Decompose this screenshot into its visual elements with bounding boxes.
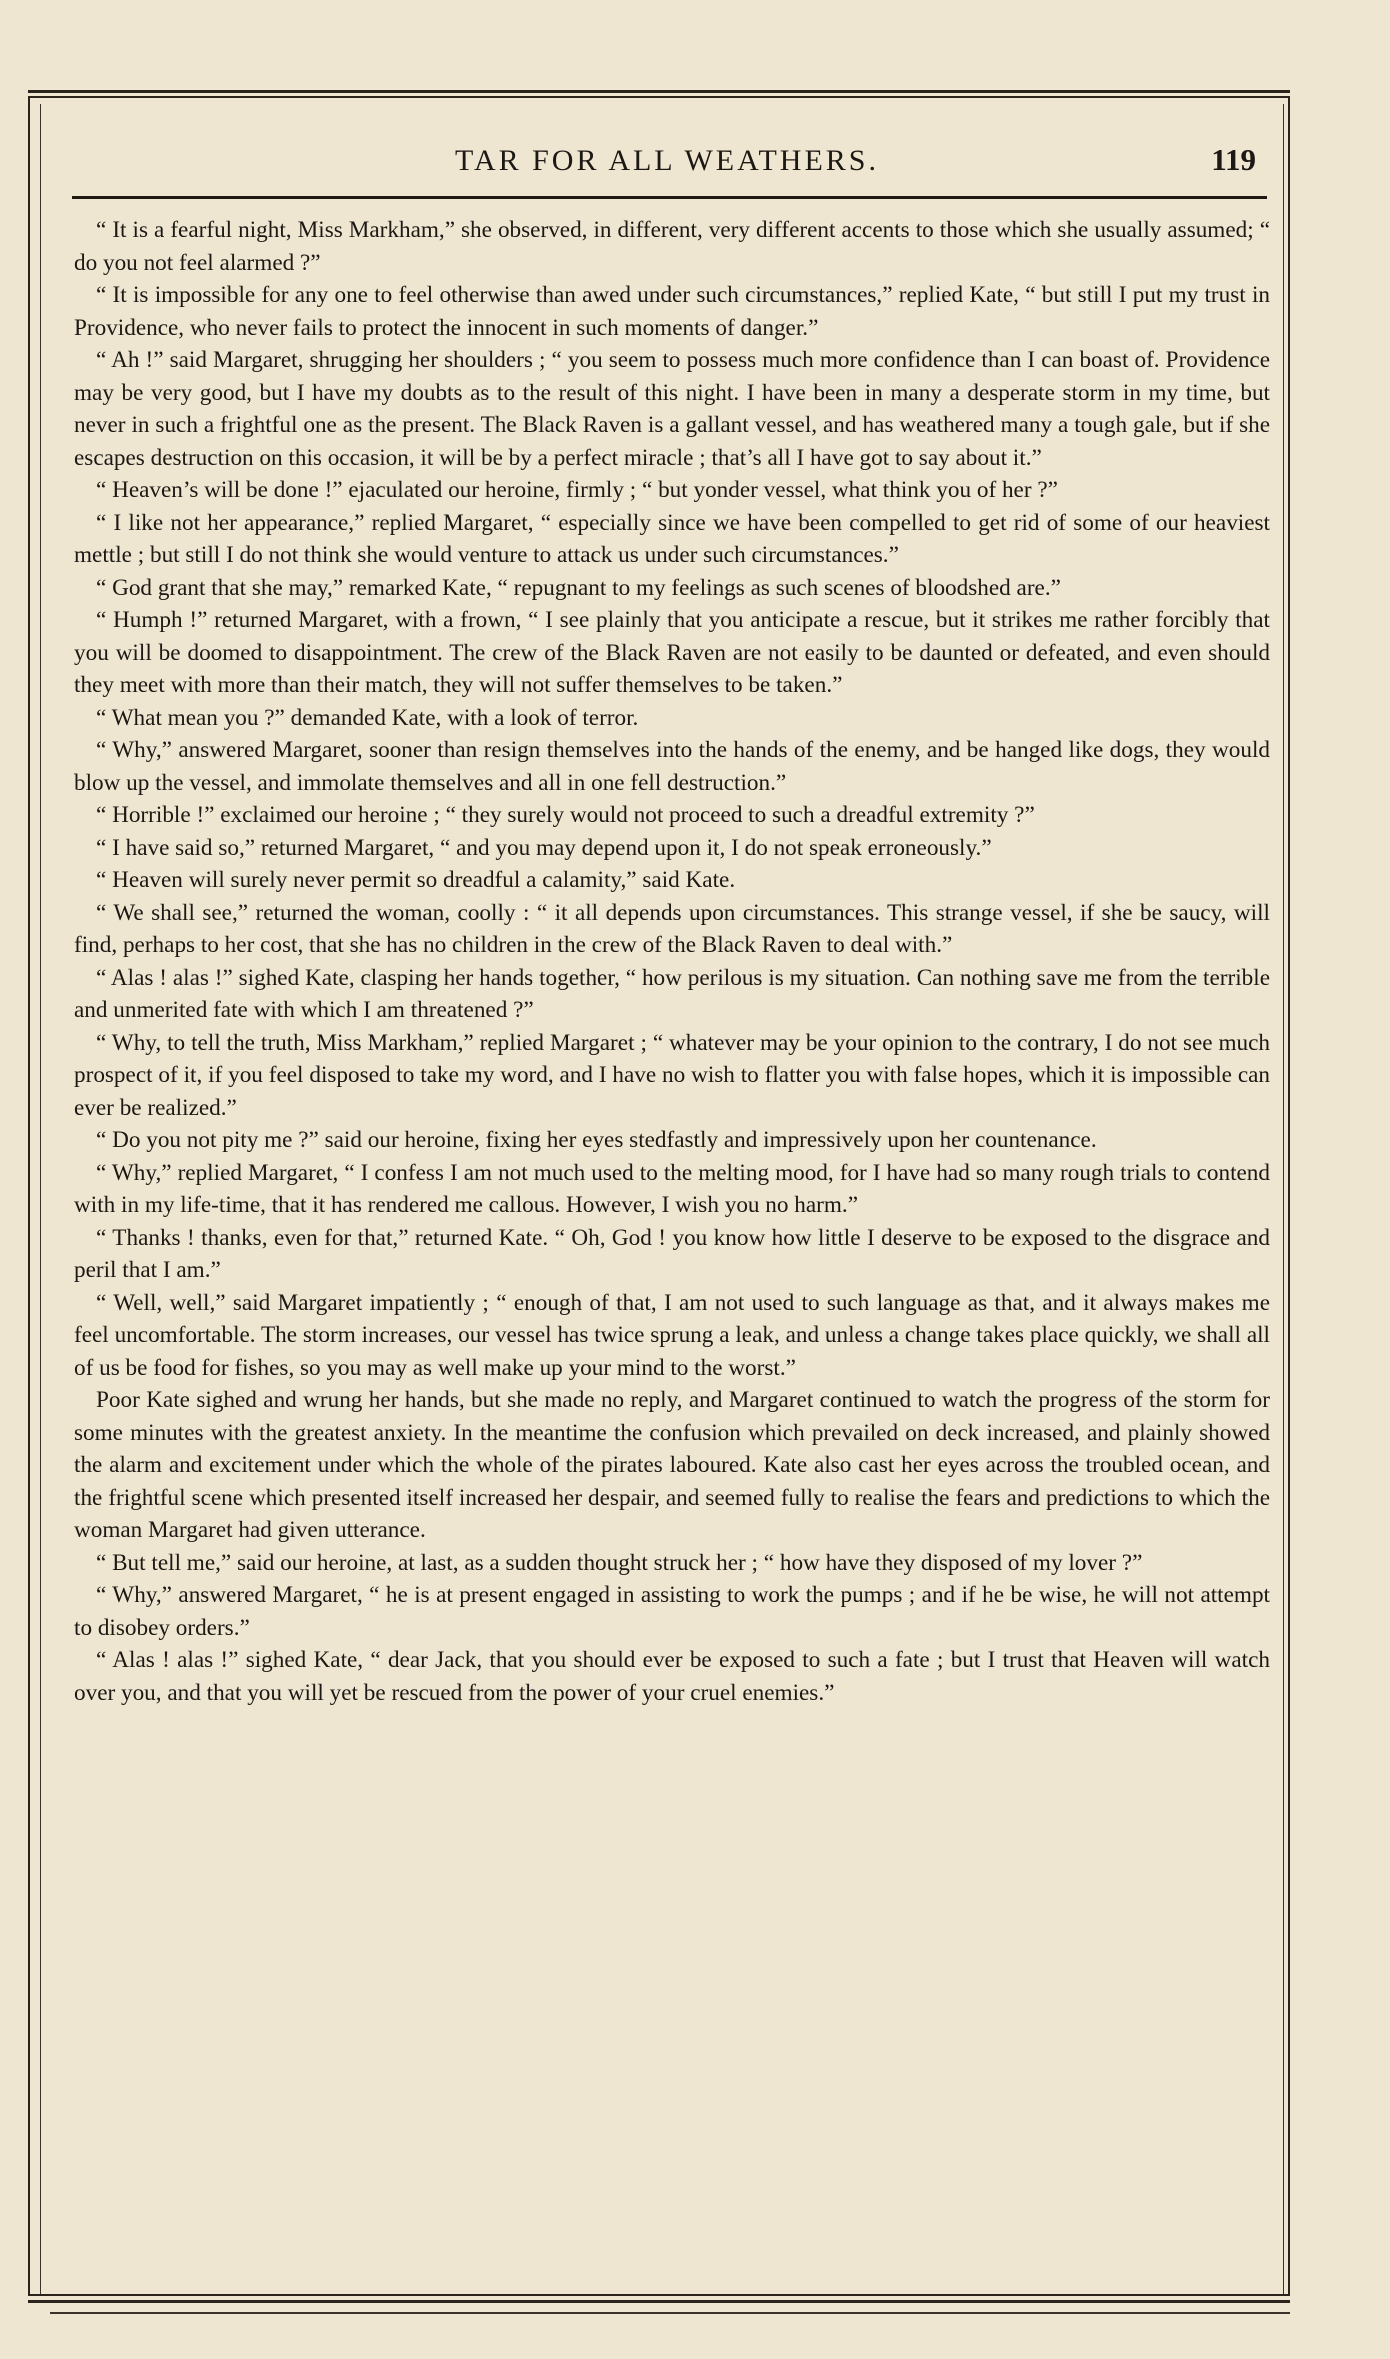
page-number: 119	[1211, 142, 1256, 177]
running-title: TAR FOR ALL WEATHERS.	[455, 144, 879, 177]
paragraph: “ Why,” answered Margaret, sooner than resign themselves into the hands of the enemy, and be hanged like dogs, they would blow up the vessel, and immolate themselves and all in one fell destruction.”	[74, 737, 1270, 796]
paragraph: Poor Kate sighed and wrung her hands, but she made no reply, and Margaret continued to watch the progress of the storm for some minutes with the greatest anxiety. In the meantime the confusion which prevailed on deck increased, and plainly showed the alarm and excitement under which the whole of the pirates laboured. Kate also cast her eyes across the troubled ocean, and the frightful scene which presented itself increased her despair, and seemed fully to realise the fears and predictions to which the woman Margaret had given utterance.	[74, 1387, 1270, 1543]
paragraph: “ But tell me,” said our heroine, at last, as a sudden thought struck her ; “ how have they disposed of my lover ?”	[96, 1549, 1143, 1576]
bottom-border-rule-inner	[50, 2312, 1290, 2314]
paragraph: “ Alas ! alas !” sighed Kate, “ dear Jack, that you should ever be exposed to such a fate ; but I trust that Heaven will watch over you, and that you will yet be rescued from the power of your cruel enemies.”	[74, 1647, 1270, 1706]
paragraph: “ I have said so,” returned Margaret, “ and you may depend upon it, I do not speak erroneously.”	[96, 834, 992, 861]
paragraph: “ Thanks ! thanks, even for that,” returned Kate. “ Oh, God ! you know how little I deserve to be exposed to the disgrace and peril that I am.”	[74, 1224, 1270, 1283]
body-text	[74, 214, 1270, 1709]
paragraph: “ What mean you ?” demanded Kate, with a look of terror.	[96, 704, 639, 731]
top-border-rule	[28, 90, 1290, 93]
paragraph: “ Why,” replied Margaret, “ I confess I am not much used to the melting mood, for I have had so many rough trials to contend with in my life-time, that it has rendered me callous. However, I wish you no harm.”	[74, 1159, 1270, 1218]
paragraph: “ Alas ! alas !” sighed Kate, clasping her hands together, “ how perilous is my situation. Can nothing save me from the terrible and unmerited fate with which I am threatened ?”	[74, 964, 1270, 1023]
paragraph: “ I like not her appearance,” replied Margaret, “ especially since we have been compelled to get rid of some of our heaviest mettle ; but still I do not think she would venture to attack us under such circumstances.”	[74, 509, 1270, 568]
header-rule	[72, 196, 1267, 199]
paragraph: “ Heaven will surely never permit so dreadful a calamity,” said Kate.	[96, 867, 736, 893]
paragraph: “ Heaven’s will be done !” ejaculated our heroine, firmly ; “ but yonder vessel, what think you of her ?”	[96, 477, 1058, 503]
paragraph: “ It is a fearful night, Miss Markham,” she observed, in different, very different accents to those which she usually assumed; “ do you not feel alarmed ?”	[74, 217, 1270, 276]
paragraph: “ Ah !” said Margaret, shrugging her shoulders ; “ you seem to possess much more confidence than I can boast of. Providence may be very good, but I have my doubts as to the result of this night. I have been in many a desperate storm in my time, but never in such a frightful one as the present. The Black Raven is a gallant vessel, and has weathered many a tough gale, but if she escapes destruction on this occasion, it will be by a perfect miracle ; that’s all I have got to say about it.”	[74, 347, 1270, 471]
paragraph: “ It is impossible for any one to feel otherwise than awed under such circumstances,” replied Kate, “ but still I put my trust in Providence, who never fails to protect the innocent in such moments of danger.”	[74, 282, 1270, 341]
paragraph: “ God grant that she may,” remarked Kate, “ repugnant to my feelings as such scenes of bloodshed are.”	[96, 574, 1061, 601]
running-header	[72, 138, 1262, 190]
paragraph: “ Why, to tell the truth, Miss Markham,” replied Margaret ; “ whatever may be your opinion to the contrary, I do not see much prospect of it, if you feel disposed to take my word, and I have no wish to flatter you with false hopes, which it is impossible can ever be realized.”	[74, 1029, 1270, 1121]
paragraph: “ Horrible !” exclaimed our heroine ; “ they surely would not proceed to such a dreadful extremity ?”	[96, 802, 1035, 828]
paragraph: “ Do you not pity me ?” said our heroine, fixing her eyes stedfastly and impressively upon her countenance.	[96, 1127, 1097, 1153]
paragraph: “ Why,” answered Margaret, “ he is at present engaged in assisting to work the pumps ; and if he be wise, he will not attempt to disobey orders.”	[74, 1582, 1270, 1641]
paragraph: “ We shall see,” returned the woman, coolly : “ it all depends upon circumstances. This strange vessel, if she be saucy, will find, perhaps to her cost, that she has no children in the crew of the Black Raven to deal with.”	[74, 899, 1270, 958]
paragraph: “ Humph !” returned Margaret, with a frown, “ I see plainly that you anticipate a rescue, but it strikes me rather forcibly that you will be doomed to disappointment. The crew of the Black Raven are not easily to be daunted or defeated, and even should they meet with more than their match, they will not suffer themselves to be taken.”	[74, 607, 1270, 698]
paragraph: “ Well, well,” said Margaret impatiently ; “ enough of that, I am not used to such language as that, and it always makes me feel uncomfortable. The storm increases, our vessel has twice sprung a leak, and unless a change takes place quickly, we shall all of us be food for fishes, so you may as well make up your mind to the worst.”	[74, 1289, 1270, 1381]
bottom-border-rule	[28, 2300, 1290, 2303]
